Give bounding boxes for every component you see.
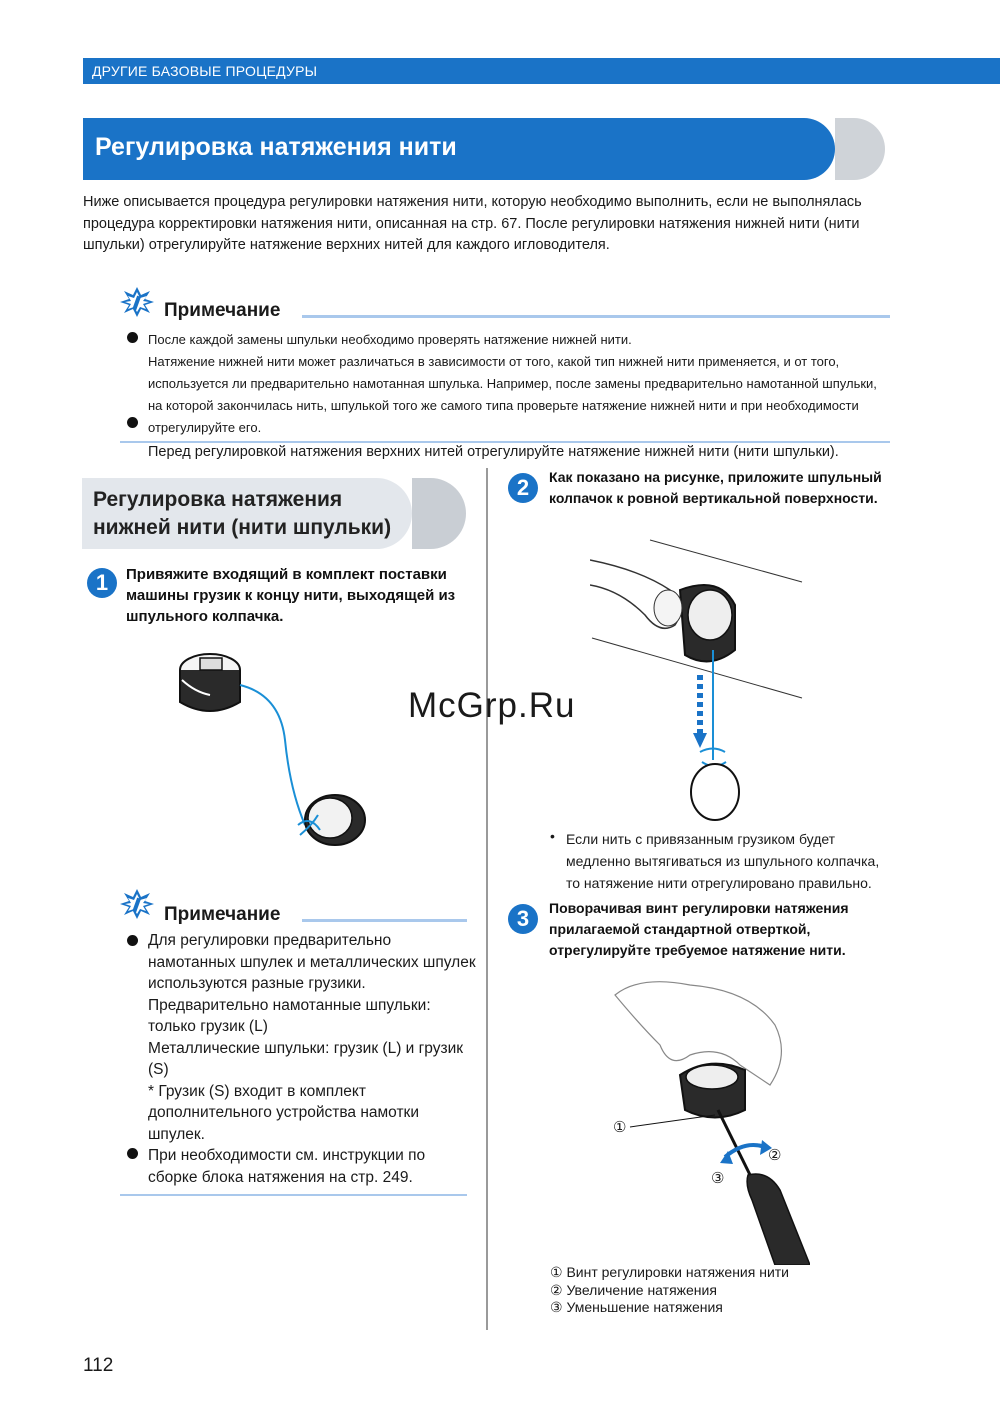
column-divider	[486, 468, 488, 1330]
note-title: Примечание	[164, 904, 281, 925]
note-footnote: * Грузик (S) входит в комплект дополнительного устройства намотки шпулек.	[148, 1082, 419, 1143]
note-item: Для регулировки предварительно намотанных шпулек и металлических шпулек используются разные грузики.	[148, 932, 476, 992]
callout-2: ②	[768, 1147, 782, 1164]
bullet-icon	[127, 935, 138, 946]
note-item-line: Металлические шпульки: грузик (L) и грузик (S)	[148, 1039, 464, 1078]
subsection-chevron	[412, 478, 466, 549]
note-bottom-rule	[120, 1194, 467, 1196]
legend-item: ② Увеличение натяжения	[550, 1281, 717, 1298]
step-number-3: 3	[508, 904, 538, 934]
bobbin-case-with-weight-illustration	[170, 640, 380, 855]
note-title: Примечание	[164, 300, 281, 321]
legend-item: ① Винт регулировки натяжения нити	[550, 1264, 789, 1280]
screwdriver-adjustment-illustration	[600, 975, 810, 1265]
step-2-note: Если нить с привязанным грузиком будет медленно вытягиваться из шпульного колпачка, то натяжение нити отрегулировано правильно.	[566, 831, 880, 891]
step-2-text: Как показано на рисунке, приложите шпульный колпачок к ровной вертикальной поверхности.	[549, 469, 882, 506]
intro-paragraph: Ниже описывается процедура регулировки натяжения нити, которую необходимо выполнить, если не выполнялась процедура корректировки натяжения нити, описанная на стр. 67. После регулировки натяжения нижней нити (нити шпульки) отрегулируйте натяжение верхних нитей для каждого игловодителя.	[83, 194, 862, 253]
title-banner	[83, 118, 891, 180]
figure-legend	[550, 1264, 789, 1317]
note-title-rule	[302, 315, 890, 318]
step-1-text: Привяжите входящий в комплект поставки машины грузик к концу нити, выходящей из шпульного колпачка.	[126, 566, 456, 625]
legend-item: ③ Уменьшение натяжения	[550, 1299, 723, 1315]
bullet-icon	[127, 417, 138, 428]
bullet-icon	[127, 332, 138, 343]
callout-1: ①	[613, 1119, 627, 1136]
section-header-label: ДРУГИЕ БАЗОВЫЕ ПРОЦЕДУРЫ	[92, 63, 318, 79]
note-list	[148, 930, 478, 1188]
step-number-1: 1	[87, 568, 117, 598]
page-title: Регулировка натяжения нити	[95, 133, 457, 161]
step-3-text: Поворачивая винт регулировки натяжения прилагаемой стандартной отверткой, отрегулируйте требуемое натяжение нити.	[549, 900, 849, 958]
title-chevron	[835, 118, 885, 180]
note-item-line: Предварительно намотанные шпульки: только грузик (L)	[148, 996, 431, 1035]
note-item: При необходимости см. инструкции по сборке блока натяжения на стр. 249.	[148, 1147, 426, 1186]
subsection-title: Регулировка натяжения нижней нити (нити шпульки)	[93, 488, 392, 539]
note-bottom-rule	[120, 441, 890, 443]
step-number-2: 2	[508, 473, 538, 503]
callout-3: ③	[711, 1170, 725, 1187]
note-pencil-icon	[120, 287, 154, 317]
note-item: Натяжение нижней нити может различаться в зависимости от того, какой тип нижней нити применяется, и от того, используется ли предварительно намотанная шпулька. Например, после замены предварительно намотанной шпульки, на которой закончилась нить, шпулькой того же самого типа проверьте натяжение нижней нити и при необходимости отрегулируйте его.	[148, 354, 877, 435]
note-pencil-icon	[120, 889, 154, 919]
note-item: Перед регулировкой натяжения верхних нитей отрегулируйте натяжение нижней нити (нити шпульки).	[148, 444, 839, 460]
watermark: McGrp.Ru	[408, 686, 576, 725]
bullet-icon	[127, 1148, 138, 1159]
page-number: 112	[83, 1355, 114, 1376]
note-item: После каждой замены шпульки необходимо проверять натяжение нижней нити.	[148, 332, 632, 347]
bullet-dot: •	[550, 828, 555, 844]
note-title-rule	[302, 919, 467, 922]
bobbin-case-on-wall-illustration	[590, 530, 810, 825]
